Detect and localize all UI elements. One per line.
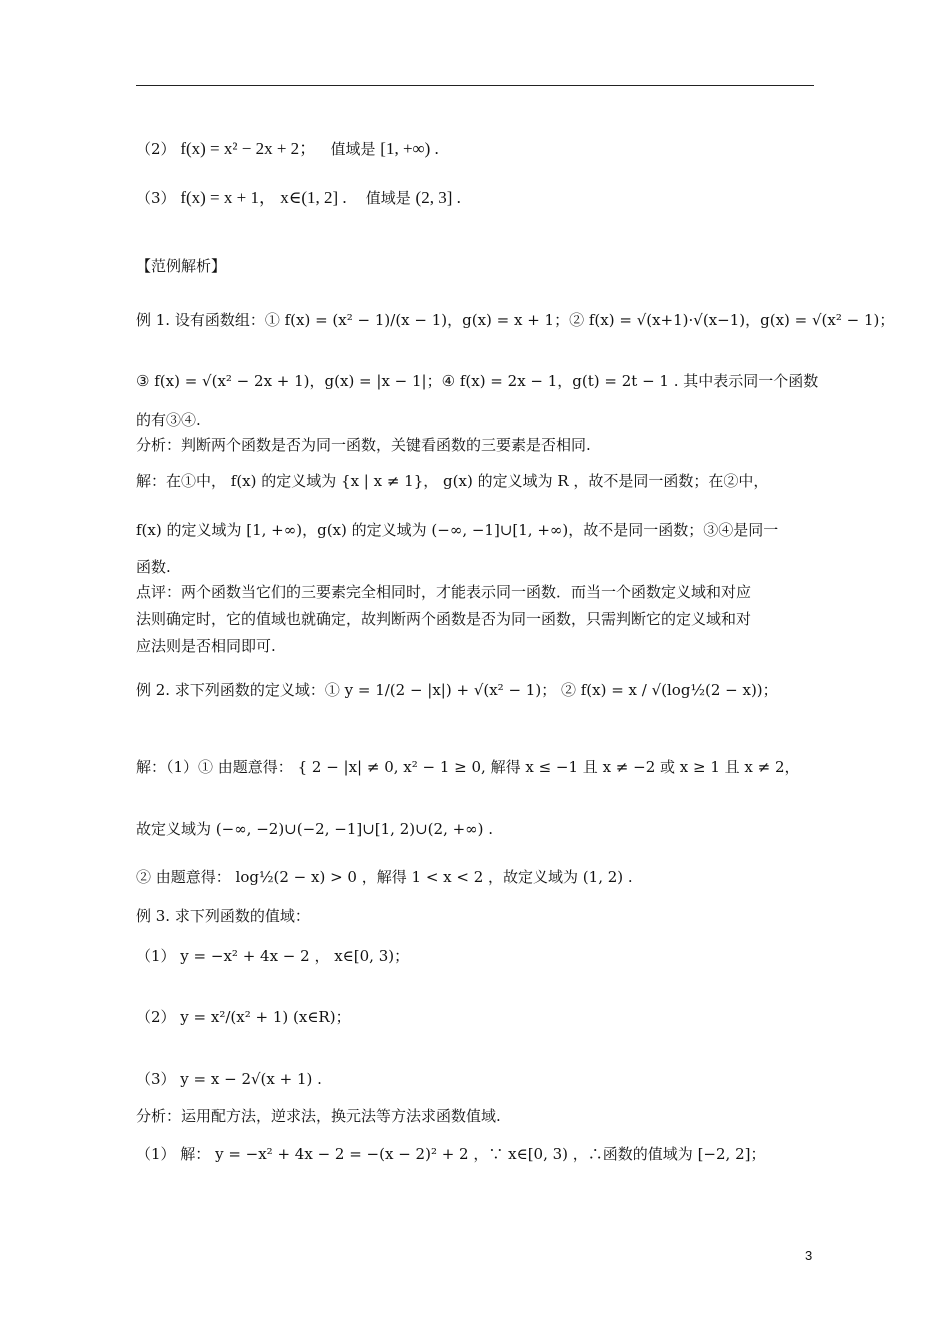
analysis-3: 分析：运用配方法，逆求法，换元法等方法求函数值域. (136, 1107, 501, 1125)
example-3: 例 3. 求下列函数的值域： (136, 907, 310, 925)
section-heading: 【范例解析】 (136, 257, 227, 275)
formula: f(x) = x + 1， x∈(1, 2] . (180, 188, 347, 207)
example-3-item-1: （1） y = −x² + 4x − 2 ， x∈[0, 3)； (136, 947, 410, 965)
solution-3-line-1: （1） 解： y = −x² + 4x − 2 = −(x − 2)² + 2 ，∵ x∈[0, 3) ，∴函数的值域为 [−2, 2]； (136, 1145, 766, 1163)
item-label: （2） (136, 140, 176, 158)
analysis-1: 分析：判断两个函数是否为同一函数，关键看函数的三要素是否相同. (136, 436, 591, 454)
comment-line-1: 点评：两个函数当它们的三要素完全相同时，才能表示同一函数．而当一个函数定义域和对应 (136, 583, 752, 601)
text-segment: 值域是 (365, 189, 411, 207)
comment-line-3: 应法则是否相同即可. (136, 637, 276, 655)
example-1-line-3: 的有③④. (136, 411, 201, 429)
formula: [1, +∞) . (380, 139, 439, 158)
item-label: （3） (136, 189, 176, 207)
line-item-3 (136, 188, 461, 208)
solution-2-line-3: ② 由题意得： log½(2 − x) > 0 ，解得 1 < x < 2 ，故定义域为 (1, 2) . (136, 868, 633, 886)
example-1-line-2: ③ f(x) = √(x² − 2x + 1)，g(x) = |x − 1|；④ f(x) = 2x − 1，g(t) = 2t − 1 . 其中表示同一个函数 (136, 372, 819, 390)
solution-1-line-2: f(x) 的定义域为 [1, +∞)，g(x) 的定义域为 (−∞, −1]∪[1, +∞)，故不是同一函数；③④是同一 (136, 521, 779, 539)
example-3-item-2: （2） y = x²/(x² + 1) (x∈R)； (136, 1008, 351, 1026)
header-rule (136, 85, 814, 86)
text-segment: 值域是 (330, 140, 376, 158)
solution-1-line-1: 解：在①中， f(x) 的定义域为 {x | x ≠ 1}， g(x) 的定义域为 R ，故不是同一函数；在②中， (136, 472, 769, 490)
example-2: 例 2. 求下列函数的定义域：① y = 1/(2 − |x|) + √(x² − 1)； ② f(x) = x / √(log½(2 − x))； (136, 681, 778, 699)
formula: f(x) = x² − 2x + 2； (180, 139, 317, 158)
solution-2-line-2: 故定义域为 (−∞, −2)∪(−2, −1]∪[1, 2)∪(2, +∞) . (136, 820, 494, 838)
example-1-line-1: 例 1. 设有函数组：① f(x) = (x² − 1)/(x − 1)，g(x) = x + 1；② f(x) = √(x+1)·√(x−1)，g(x) = √(x² − 1)； (136, 311, 895, 329)
formula: (2, 3] . (415, 188, 461, 207)
line-item-2 (136, 139, 439, 159)
comment-line-2: 法则确定时，它的值域也就确定，故判断两个函数是否为同一函数，只需判断它的定义域和对 (136, 610, 752, 628)
page-number: 3 (805, 1248, 813, 1263)
solution-2-line-1: 解：（1）① 由题意得： { 2 − |x| ≠ 0, x² − 1 ≥ 0, 解得 x ≤ −1 且 x ≠ −2 或 x ≥ 1 且 x ≠ 2， (136, 758, 800, 776)
solution-1-line-3: 函数. (136, 558, 171, 576)
example-3-item-3: （3） y = x − 2√(x + 1) . (136, 1070, 322, 1088)
